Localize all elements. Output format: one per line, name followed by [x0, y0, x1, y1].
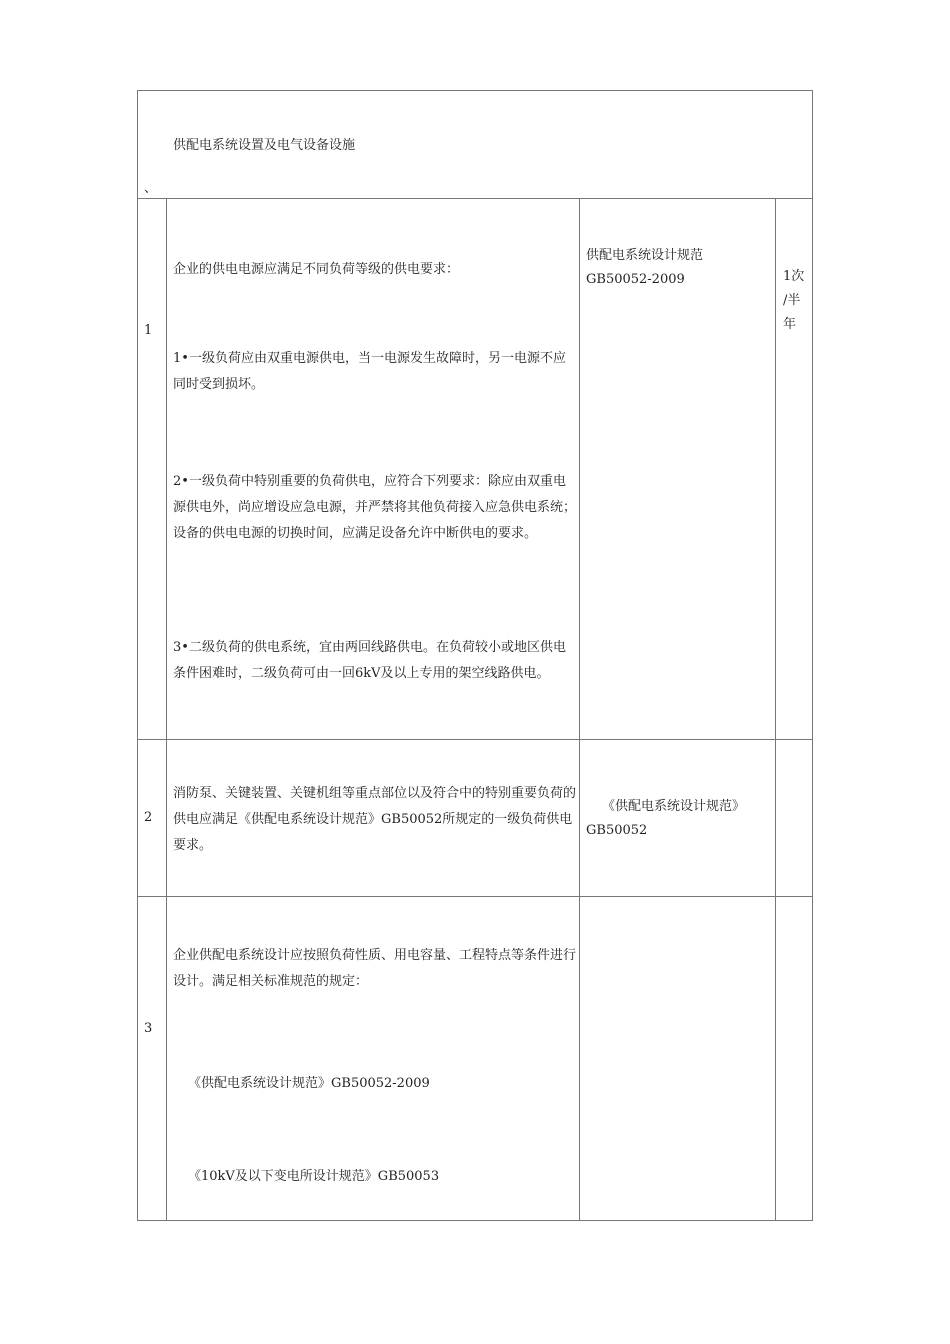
row-divider [138, 739, 812, 740]
requirement-paragraph: 3•二级负荷的供电系统，宜由两回线路供电。在负荷较小或地区供电条件困难时，二级负荷可由一回6kV及以上专用的架空线路供电。 [173, 640, 566, 681]
column-divider [166, 198, 167, 1220]
basis-standard [586, 244, 771, 292]
frequency-line: 年 [783, 317, 797, 332]
section-mark: 、 [144, 181, 158, 196]
basis-line: GB50052 [586, 823, 648, 838]
check-frequency [783, 265, 813, 337]
frequency-line: 1次 [783, 269, 805, 284]
row-divider [138, 198, 812, 199]
basis-standard [586, 795, 771, 843]
requirement-paragraph: 2•一级负荷中特别重要的负荷供电，应符合下列要求：除应由双重电源供电外，尚应增设应急电源，并严禁将其他负荷接入应急供电系统；设备的供电电源的切换时间，应满足设备允许中断供电的要求。 [173, 474, 577, 541]
requirement-paragraph: 《供配电系统设计规范》GB50052-2009 [188, 1076, 430, 1091]
basis-line: 供配电系统设计规范 [586, 248, 704, 263]
row-divider [138, 896, 812, 897]
column-divider [579, 198, 580, 1220]
basis-line: 《供配电系统设计规范》 [602, 799, 746, 814]
requirement-paragraph: 企业的供电电源应满足不同负荷等级的供电要求： [173, 262, 460, 277]
section-title: 供配电系统设置及电气设备设施 [173, 138, 356, 153]
row-number: 2 [144, 810, 153, 825]
requirement-paragraph: 消防泵、关键装置、关键机组等重点部位以及符合中的特别重要负荷的供电应满足《供配电系统设计规范》GB50052所规定的一级负荷供电要求。 [173, 786, 577, 853]
inspection-table [137, 90, 813, 1221]
row-number: 3 [144, 1021, 153, 1036]
requirement-paragraph: 企业供配电系统设计应按照负荷性质、用电容量、工程特点等条件进行设计。满足相关标准规范的规定： [173, 948, 577, 989]
requirement-paragraph: 1•一级负荷应由双重电源供电，当一电源发生故障时，另一电源不应同时受到损坏。 [173, 351, 566, 392]
row-number: 1 [144, 323, 153, 338]
basis-line: GB50052-2009 [586, 272, 685, 287]
column-divider [775, 198, 776, 1220]
requirement-paragraph: 《10kV及以下变电所设计规范》GB50053 [188, 1169, 440, 1184]
frequency-line: /半 [783, 293, 801, 308]
